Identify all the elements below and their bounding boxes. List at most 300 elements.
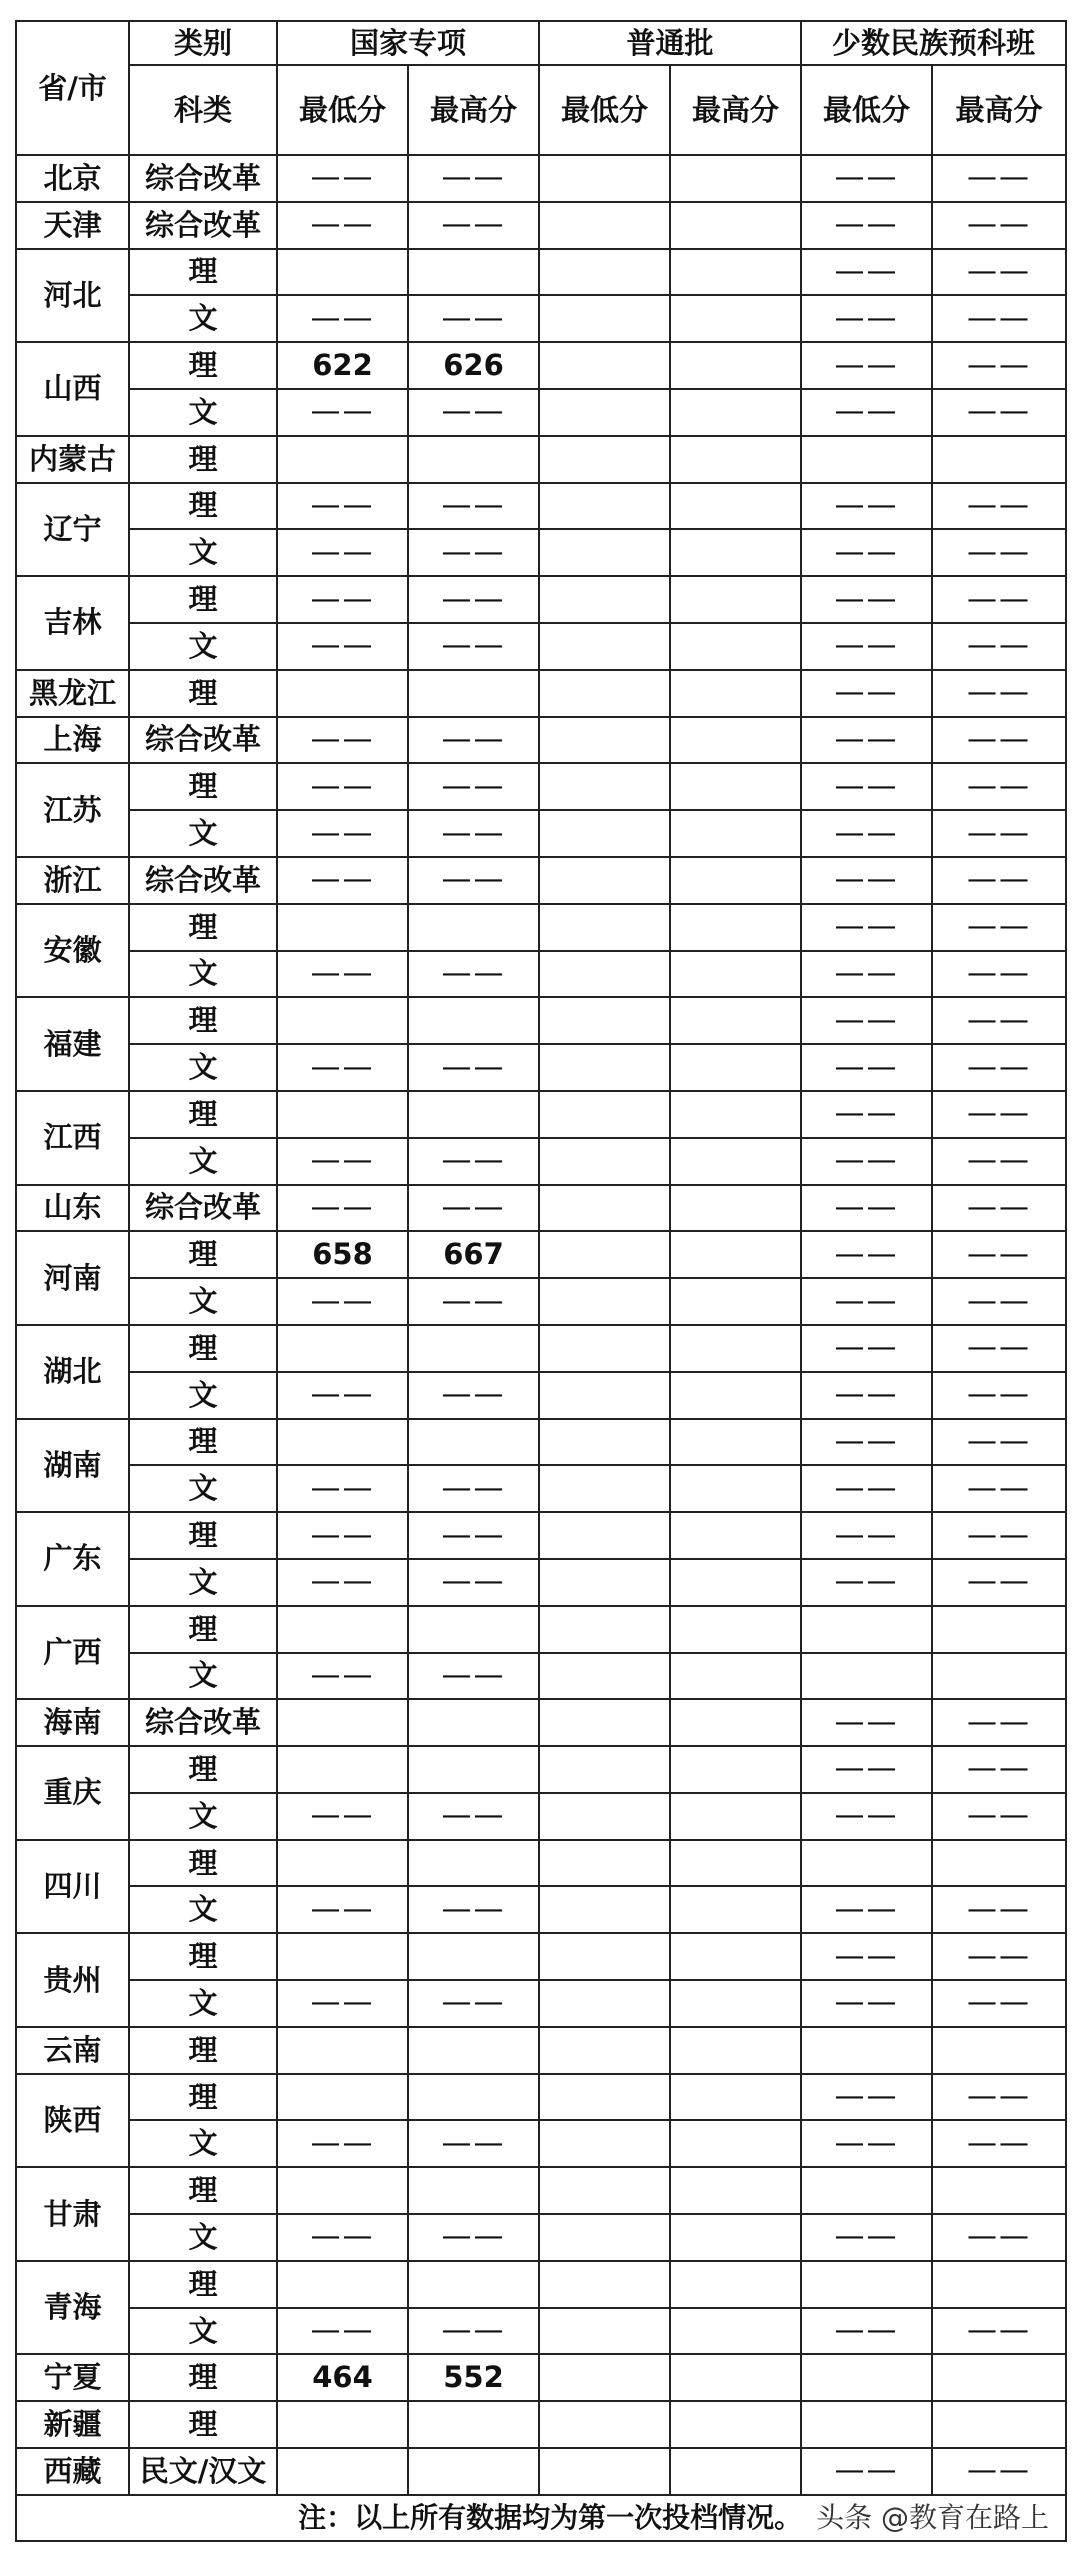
national-max-cell [408, 2167, 539, 2214]
subject-cell: 理 [129, 763, 277, 810]
province-cell: 黑龙江 [16, 670, 129, 717]
minority-min-cell: —— [801, 1091, 932, 1138]
table-row [16, 1231, 1066, 1278]
minority-min-cell: —— [801, 1512, 932, 1559]
minority-max-cell: —— [932, 810, 1066, 857]
minority-max-cell: —— [932, 857, 1066, 904]
regular-max-cell [670, 2448, 801, 2495]
minority-min-cell: —— [801, 1278, 932, 1325]
minority-min-cell [801, 436, 932, 483]
regular-min-cell [539, 1278, 670, 1325]
regular-max-cell [670, 389, 801, 436]
regular-min-cell [539, 1886, 670, 1933]
minority-max-cell: —— [932, 2308, 1066, 2355]
regular-max-cell [670, 1933, 801, 1980]
subject-cell: 理 [129, 483, 277, 530]
minority-min-cell: —— [801, 2214, 932, 2261]
national-max-cell [408, 1699, 539, 1746]
regular-min-cell [539, 857, 670, 904]
minority-min-cell: —— [801, 623, 932, 670]
table-row [16, 1044, 1066, 1091]
subject-cell: 理 [129, 1091, 277, 1138]
minority-max-cell: —— [932, 1325, 1066, 1372]
minority-max-cell [932, 436, 1066, 483]
regular-max-cell [670, 576, 801, 623]
minority-min-cell [801, 2354, 932, 2401]
subject-cell: 理 [129, 1325, 277, 1372]
minority-max-cell: —— [932, 1559, 1066, 1606]
minority-max-cell: —— [932, 155, 1066, 202]
subject-cell: 综合改革 [129, 857, 277, 904]
regular-min-cell [539, 2401, 670, 2448]
regular-max-cell [670, 1653, 801, 1700]
regular-min-cell [539, 576, 670, 623]
subject-cell: 理 [129, 2167, 277, 2214]
regular-max-cell [670, 1512, 801, 1559]
subject-cell: 文 [129, 1044, 277, 1091]
admission-score-table-sheet [15, 20, 1065, 2535]
minority-max-cell: —— [932, 2120, 1066, 2167]
table-row [16, 1325, 1066, 1372]
table-row [16, 436, 1066, 483]
table-row [16, 342, 1066, 389]
minority-min-cell: —— [801, 249, 932, 296]
national-min-cell: —— [277, 1980, 408, 2027]
minority-min-cell: —— [801, 1886, 932, 1933]
table-row [16, 2120, 1066, 2167]
subject-cell: 理 [129, 2027, 277, 2074]
table-row [16, 1091, 1066, 1138]
regular-min-cell [539, 1138, 670, 1185]
national-min-cell: —— [277, 1512, 408, 1559]
subject-cell: 综合改革 [129, 717, 277, 764]
regular-max-cell [670, 2027, 801, 2074]
regular-max-cell [670, 1746, 801, 1793]
table-row [16, 1419, 1066, 1466]
minority-min-cell: —— [801, 483, 932, 530]
regular-min-cell [539, 1231, 670, 1278]
province-cell: 湖南 [16, 1419, 129, 1513]
minority-max-cell: —— [932, 1933, 1066, 1980]
national-min-cell: —— [277, 1653, 408, 1700]
regular-min-cell [539, 670, 670, 717]
national-max-cell: —— [408, 623, 539, 670]
minority-min-cell: —— [801, 1699, 932, 1746]
regular-max-cell [670, 857, 801, 904]
minority-min-cell: —— [801, 155, 932, 202]
minority-min-cell: —— [801, 1044, 932, 1091]
minority-max-cell: —— [932, 623, 1066, 670]
minority-min-cell: —— [801, 1933, 932, 1980]
minority-min-cell [801, 1653, 932, 1700]
national-min-cell: —— [277, 576, 408, 623]
regular-min-cell [539, 436, 670, 483]
national-min-cell: —— [277, 295, 408, 342]
province-cell: 浙江 [16, 857, 129, 904]
minority-min-cell [801, 2401, 932, 2448]
minority-min-cell: —— [801, 576, 932, 623]
minority-min-cell [801, 1606, 932, 1653]
header-min-score: 最低分 [801, 65, 932, 155]
national-min-cell: —— [277, 1372, 408, 1419]
national-max-cell [408, 1419, 539, 1466]
province-cell: 宁夏 [16, 2354, 129, 2401]
province-cell: 江苏 [16, 763, 129, 857]
province-cell: 福建 [16, 997, 129, 1091]
province-cell: 北京 [16, 155, 129, 202]
province-cell: 广西 [16, 1606, 129, 1700]
regular-min-cell [539, 2120, 670, 2167]
header-max-score: 最高分 [408, 65, 539, 155]
minority-max-cell [932, 2261, 1066, 2308]
national-max-cell: —— [408, 1653, 539, 1700]
subject-cell: 民文/汉文 [129, 2448, 277, 2495]
national-max-cell: 552 [408, 2354, 539, 2401]
minority-max-cell: —— [932, 202, 1066, 249]
regular-max-cell [670, 810, 801, 857]
regular-min-cell [539, 951, 670, 998]
national-min-cell: —— [277, 389, 408, 436]
national-min-cell [277, 1606, 408, 1653]
national-max-cell [408, 1746, 539, 1793]
admission-score-table [15, 20, 1067, 2542]
subject-cell: 文 [129, 2120, 277, 2167]
minority-max-cell [932, 1653, 1066, 1700]
subject-cell: 文 [129, 1653, 277, 1700]
table-row [16, 389, 1066, 436]
minority-max-cell: —— [932, 1793, 1066, 1840]
table-row [16, 249, 1066, 296]
province-cell: 重庆 [16, 1746, 129, 1840]
subject-cell: 文 [129, 1980, 277, 2027]
national-max-cell: —— [408, 1886, 539, 1933]
regular-min-cell [539, 1840, 670, 1887]
province-cell: 甘肃 [16, 2167, 129, 2261]
province-cell: 四川 [16, 1840, 129, 1934]
national-min-cell: 658 [277, 1231, 408, 1278]
minority-min-cell: —— [801, 1231, 932, 1278]
minority-max-cell: —— [932, 1278, 1066, 1325]
table-row [16, 2261, 1066, 2308]
regular-min-cell [539, 1185, 670, 1232]
national-max-cell [408, 249, 539, 296]
minority-max-cell: —— [932, 717, 1066, 764]
table-row [16, 1980, 1066, 2027]
national-max-cell: —— [408, 951, 539, 998]
national-max-cell: —— [408, 1372, 539, 1419]
national-max-cell: —— [408, 1980, 539, 2027]
table-row [16, 2074, 1066, 2121]
national-max-cell: —— [408, 202, 539, 249]
table-row [16, 857, 1066, 904]
national-min-cell [277, 1419, 408, 1466]
regular-min-cell [539, 1699, 670, 1746]
province-cell: 湖北 [16, 1325, 129, 1419]
subject-cell: 文 [129, 295, 277, 342]
national-max-cell: —— [408, 810, 539, 857]
minority-min-cell: —— [801, 529, 932, 576]
regular-min-cell [539, 1512, 670, 1559]
header-min-score: 最低分 [277, 65, 408, 155]
regular-min-cell [539, 904, 670, 951]
minority-min-cell: —— [801, 2120, 932, 2167]
table-row [16, 810, 1066, 857]
national-min-cell [277, 1699, 408, 1746]
national-min-cell [277, 904, 408, 951]
table-row [16, 1840, 1066, 1887]
minority-min-cell: —— [801, 810, 932, 857]
national-max-cell: —— [408, 2214, 539, 2261]
minority-min-cell [801, 2261, 932, 2308]
subject-cell: 文 [129, 1465, 277, 1512]
regular-min-cell [539, 1793, 670, 1840]
regular-max-cell [670, 1465, 801, 1512]
minority-min-cell: —— [801, 997, 932, 1044]
regular-max-cell [670, 249, 801, 296]
regular-max-cell [670, 436, 801, 483]
table-row [16, 529, 1066, 576]
table-row [16, 2027, 1066, 2074]
national-max-cell [408, 1325, 539, 1372]
regular-max-cell [670, 529, 801, 576]
regular-max-cell [670, 155, 801, 202]
regular-max-cell [670, 717, 801, 764]
regular-max-cell [670, 2354, 801, 2401]
subject-cell: 综合改革 [129, 1699, 277, 1746]
minority-max-cell: —— [932, 997, 1066, 1044]
subject-cell: 文 [129, 2308, 277, 2355]
regular-min-cell [539, 1559, 670, 1606]
table-row [16, 202, 1066, 249]
table-row [16, 1465, 1066, 1512]
regular-min-cell [539, 1933, 670, 1980]
minority-max-cell [932, 2027, 1066, 2074]
minority-max-cell: —— [932, 249, 1066, 296]
national-max-cell: 667 [408, 1231, 539, 1278]
table-row [16, 2401, 1066, 2448]
table-row [16, 2354, 1066, 2401]
national-min-cell: —— [277, 483, 408, 530]
regular-min-cell [539, 342, 670, 389]
regular-max-cell [670, 1044, 801, 1091]
regular-max-cell [670, 1840, 801, 1887]
minority-min-cell: —— [801, 2074, 932, 2121]
subject-cell: 理 [129, 2261, 277, 2308]
regular-min-cell [539, 1091, 670, 1138]
regular-min-cell [539, 810, 670, 857]
national-max-cell [408, 2261, 539, 2308]
regular-min-cell [539, 1980, 670, 2027]
subject-cell: 理 [129, 2074, 277, 2121]
national-min-cell [277, 2074, 408, 2121]
table-row [16, 1746, 1066, 1793]
national-max-cell: —— [408, 1465, 539, 1512]
minority-max-cell: —— [932, 389, 1066, 436]
subject-cell: 理 [129, 2401, 277, 2448]
minority-min-cell: —— [801, 904, 932, 951]
header-min-score: 最低分 [539, 65, 670, 155]
table-row [16, 951, 1066, 998]
minority-max-cell [932, 2354, 1066, 2401]
table-row [16, 2308, 1066, 2355]
national-max-cell [408, 997, 539, 1044]
minority-min-cell: —— [801, 670, 932, 717]
subject-cell: 文 [129, 389, 277, 436]
table-row [16, 2214, 1066, 2261]
national-max-cell: —— [408, 1278, 539, 1325]
subject-cell: 文 [129, 1138, 277, 1185]
minority-min-cell: —— [801, 857, 932, 904]
subject-cell: 理 [129, 670, 277, 717]
national-min-cell [277, 1840, 408, 1887]
national-max-cell: —— [408, 576, 539, 623]
minority-min-cell: —— [801, 342, 932, 389]
national-min-cell [277, 1325, 408, 1372]
minority-max-cell: —— [932, 763, 1066, 810]
table-row [16, 1278, 1066, 1325]
header-row-columns [16, 65, 1066, 155]
subject-cell: 理 [129, 436, 277, 483]
subject-cell: 理 [129, 342, 277, 389]
national-max-cell: —— [408, 857, 539, 904]
table-row [16, 295, 1066, 342]
national-min-cell: —— [277, 2308, 408, 2355]
province-cell: 陕西 [16, 2074, 129, 2168]
table-row [16, 1372, 1066, 1419]
national-max-cell: —— [408, 1044, 539, 1091]
national-min-cell [277, 2401, 408, 2448]
national-min-cell: —— [277, 1559, 408, 1606]
national-min-cell: —— [277, 1278, 408, 1325]
subject-cell: 理 [129, 1933, 277, 1980]
national-min-cell: —— [277, 155, 408, 202]
province-cell: 内蒙古 [16, 436, 129, 483]
table-row [16, 670, 1066, 717]
regular-min-cell [539, 2448, 670, 2495]
subject-cell: 理 [129, 576, 277, 623]
regular-max-cell [670, 763, 801, 810]
minority-max-cell: —— [932, 529, 1066, 576]
province-cell: 上海 [16, 717, 129, 764]
regular-min-cell [539, 2074, 670, 2121]
minority-max-cell: —— [932, 342, 1066, 389]
minority-max-cell: —— [932, 1465, 1066, 1512]
province-cell: 安徽 [16, 904, 129, 998]
national-max-cell [408, 1091, 539, 1138]
minority-min-cell: —— [801, 1325, 932, 1372]
national-max-cell [408, 1606, 539, 1653]
regular-max-cell [670, 1980, 801, 2027]
national-min-cell: 622 [277, 342, 408, 389]
national-max-cell: —— [408, 763, 539, 810]
subject-cell: 文 [129, 951, 277, 998]
regular-max-cell [670, 2401, 801, 2448]
table-row [16, 1559, 1066, 1606]
subject-cell: 理 [129, 1606, 277, 1653]
minority-min-cell: —— [801, 1980, 932, 2027]
subject-cell: 理 [129, 1746, 277, 1793]
table-row [16, 576, 1066, 623]
regular-max-cell [670, 295, 801, 342]
minority-max-cell [932, 2167, 1066, 2214]
national-min-cell [277, 2167, 408, 2214]
minority-max-cell: —— [932, 951, 1066, 998]
regular-max-cell [670, 1699, 801, 1746]
province-cell: 青海 [16, 2261, 129, 2355]
national-min-cell: —— [277, 951, 408, 998]
minority-max-cell: —— [932, 576, 1066, 623]
minority-max-cell: —— [932, 1746, 1066, 1793]
watermark-text: 头条 @教育在路上 [816, 2500, 1050, 2534]
regular-min-cell [539, 1419, 670, 1466]
minority-max-cell [932, 1840, 1066, 1887]
regular-max-cell [670, 1091, 801, 1138]
subject-cell: 文 [129, 1886, 277, 1933]
subject-cell: 文 [129, 2214, 277, 2261]
regular-min-cell [539, 295, 670, 342]
header-subject: 科类 [129, 65, 277, 155]
province-cell: 西藏 [16, 2448, 129, 2495]
header-group-national-special: 国家专项 [277, 21, 539, 65]
regular-max-cell [670, 2074, 801, 2121]
minority-max-cell: —— [932, 1372, 1066, 1419]
table-body [16, 155, 1066, 2495]
national-min-cell: 464 [277, 2354, 408, 2401]
table-row [16, 1886, 1066, 1933]
minority-max-cell: —— [932, 670, 1066, 717]
minority-min-cell: —— [801, 1793, 932, 1840]
header-max-score: 最高分 [932, 65, 1066, 155]
minority-min-cell: —— [801, 763, 932, 810]
subject-cell: 综合改革 [129, 155, 277, 202]
national-max-cell [408, 436, 539, 483]
minority-max-cell: —— [932, 2074, 1066, 2121]
minority-min-cell [801, 2027, 932, 2074]
national-min-cell [277, 997, 408, 1044]
national-min-cell [277, 436, 408, 483]
minority-max-cell: —— [932, 1980, 1066, 2027]
minority-min-cell [801, 1840, 932, 1887]
table-row [16, 1699, 1066, 1746]
national-max-cell: —— [408, 2120, 539, 2167]
regular-max-cell [670, 1372, 801, 1419]
national-min-cell: —— [277, 810, 408, 857]
minority-min-cell: —— [801, 389, 932, 436]
header-category: 类别 [129, 21, 277, 65]
regular-max-cell [670, 1278, 801, 1325]
subject-cell: 理 [129, 904, 277, 951]
regular-max-cell [670, 1185, 801, 1232]
regular-min-cell [539, 2308, 670, 2355]
national-max-cell [408, 1840, 539, 1887]
minority-min-cell: —— [801, 1419, 932, 1466]
province-cell: 吉林 [16, 576, 129, 670]
subject-cell: 理 [129, 997, 277, 1044]
table-row [16, 1138, 1066, 1185]
subject-cell: 理 [129, 1512, 277, 1559]
table-row [16, 1185, 1066, 1232]
table-row [16, 1793, 1066, 1840]
minority-min-cell [801, 2167, 932, 2214]
national-min-cell: —— [277, 1138, 408, 1185]
province-cell: 河南 [16, 1231, 129, 1325]
province-cell: 山西 [16, 342, 129, 436]
header-province: 省/市 [16, 21, 129, 155]
national-max-cell: —— [408, 1559, 539, 1606]
national-min-cell: —— [277, 1465, 408, 1512]
national-min-cell [277, 2261, 408, 2308]
regular-min-cell [539, 529, 670, 576]
